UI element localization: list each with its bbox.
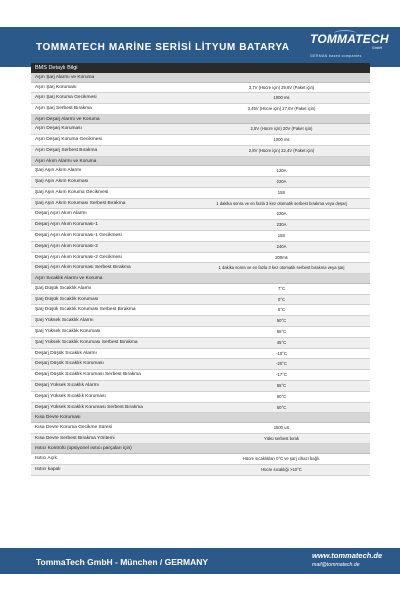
table-row: [31, 403, 370, 414]
table-row: [31, 295, 370, 306]
row-value: 240A: [276, 243, 287, 249]
row-label: Isıtıcı Açık: [35, 455, 57, 461]
table-row: [31, 392, 370, 403]
row-label: Deşarj Aşırı Akım Koruması-1 Gecikmesi: [35, 233, 122, 239]
table-row: [31, 370, 370, 381]
row-label: Şarj Aşırı Akım Koruma Gecikmesi: [35, 189, 109, 195]
row-label: Aşırı Şarj Serbest Bırakma: [35, 106, 92, 112]
footer-company: TommaTech GmbH - München / GERMANY: [36, 557, 209, 567]
section-header: Aşırı Akım Alarmı ve Koruma: [31, 157, 370, 167]
table-row: [31, 231, 370, 242]
row-value: Hücre sıcaklıkları 0°C ve şarj cihazı bağlı.: [242, 455, 321, 461]
table-row: [31, 423, 370, 434]
row-value: 7°C: [277, 285, 286, 291]
table-row: [31, 135, 370, 146]
table-row: [31, 454, 370, 465]
row-label: Şarj Düşük Sıcaklık Koruması Serbest Bırakma: [35, 307, 136, 313]
table-row: [31, 177, 370, 188]
bms-spec-table: [31, 63, 370, 476]
logo-name: TOMMATECH: [310, 32, 389, 46]
row-value: 1000 ms: [273, 95, 290, 101]
table-row: [31, 284, 370, 295]
table-title: BMS Detaylı Bilgi: [31, 63, 370, 73]
footer-website-link[interactable]: www.tommatech.de: [312, 551, 383, 560]
row-label: Deşarj Düşük Sıcaklık Alarmı: [35, 350, 97, 356]
row-value: 120A: [276, 168, 287, 174]
row-value: 2,5V (Hücre için) 20V (Paket için): [250, 126, 313, 132]
row-label: Deşarj Aşırı Akım Koruması Serbest Bırakma: [35, 265, 131, 271]
row-value: 45°C: [276, 339, 287, 345]
section-header: Aşırı Sıcaklık Alarmı ve Koruma: [31, 274, 370, 284]
table-row: [31, 93, 370, 104]
row-label: Şarj Aşırı Akım Koruması Serbest Bırakma: [35, 200, 126, 206]
row-label: Aşırı Deşarj Koruması: [35, 126, 82, 132]
row-label: Deşarj Aşırı Akım Alarmı: [35, 211, 87, 217]
logo-tagline: GERMAN based companies: [310, 54, 362, 58]
row-value: 220A: [276, 179, 287, 185]
row-label: Deşarj Düşük Sıcaklık Koruması: [35, 361, 104, 367]
row-value: 1000 ms: [273, 137, 290, 143]
row-label: Deşarj Yüksek Sıcaklık Koruması Serbest Bırakma: [35, 404, 143, 410]
row-value: 3,45V (Hücre için) 27,6V (Paket için): [247, 106, 316, 112]
row-value: 50°C: [276, 318, 287, 324]
row-value: 60°C: [276, 393, 287, 399]
row-label: Şarj Aşırı Akım Koruması: [35, 179, 89, 185]
row-label: Şarj Düşük Sıcaklık Alarmı: [35, 285, 92, 291]
table-row: [31, 349, 370, 360]
row-label: Şarj Düşük Sıcaklık Koruması: [35, 296, 99, 302]
row-label: Deşarj Aşırı Akım Koruması-1: [35, 222, 98, 228]
row-label: Şarj Yüksek Sıcaklık Alarmı: [35, 318, 94, 324]
row-value: -20°C: [276, 361, 287, 367]
row-label: Şarj Aşırı Akım Alarmı: [35, 168, 82, 174]
row-label: Aşırı Şarj Koruma Gecikmesi: [35, 95, 97, 101]
row-label: Aşırı Deşarj Koruma Gecikmesi: [35, 137, 102, 143]
row-value: -17°C: [276, 372, 287, 378]
table-row: [31, 253, 370, 264]
row-value: 55°C: [276, 328, 287, 334]
row-label: Deşarj Yüksek Sıcaklık Alarmı: [35, 382, 99, 388]
table-row: [31, 199, 370, 210]
table-row: [31, 263, 370, 274]
row-value: Hücre sıcaklığı >10°C: [261, 466, 302, 472]
row-value: 1 dakika sonra ve en fazla 3 kez otomatik serbest bırakma veya şarj: [218, 265, 345, 271]
page-title: TOMMATECH MARİNE SERİSİ LİTYUM BATARYA: [36, 42, 290, 53]
table-row: [31, 220, 370, 231]
table-row: [31, 359, 370, 370]
section-header: Aşırı Şarj Alarmı ve Koruma: [31, 73, 370, 83]
row-label: Isıtıcı kapalı: [35, 466, 61, 472]
table-row: [31, 316, 370, 327]
row-value: 200ms: [275, 254, 288, 260]
table-row: [31, 465, 370, 476]
row-label: Deşarj Düşük Sıcaklık Koruması Serbest Bırakma: [35, 372, 141, 378]
section-header: Isıtıcı Kontrolü (opsiyonel ısıtıcı parçaları için): [31, 444, 370, 454]
table-row: [31, 166, 370, 177]
row-value: -10°C: [276, 350, 287, 356]
section-header: Kısa Devre Koruması: [31, 413, 370, 423]
table-row: [31, 124, 370, 135]
section-header: Aşırı Deşarj Alarmı ve Koruma: [31, 115, 370, 125]
table-row: [31, 188, 370, 199]
row-label: Deşarj Yüksek Sıcaklık Koruması: [35, 393, 106, 399]
row-label: Aşırı Deşarj Serbest Bırakma: [35, 147, 98, 153]
row-value: 15S: [277, 233, 286, 239]
row-label: Kısa Devre Koruma Gecikme Süresi: [35, 424, 113, 430]
company-logo: [310, 30, 389, 66]
row-label: Aşırı Şarj Koruması: [35, 84, 77, 90]
row-value: 220A: [276, 211, 287, 217]
row-value: 0°C: [277, 296, 286, 302]
footer-email-link[interactable]: mail@tommatech.de: [312, 562, 360, 568]
table-row: [31, 209, 370, 220]
table-row: [31, 104, 370, 115]
row-value: 230A: [276, 222, 287, 228]
table-row: [31, 83, 370, 94]
row-label: Şarj Yüksek Sıcaklık Koruması: [35, 328, 101, 334]
table-row: [31, 146, 370, 157]
row-value: 1 dakika sonra ve en fazla 3 kez otomatik serbest bırakma veya deşarj: [216, 200, 347, 206]
row-value: 5°C: [277, 307, 286, 313]
row-value: 50°C: [276, 404, 287, 410]
row-label: Şarj Yüksek Sıcaklık Koruması Serbest Bırakma: [35, 339, 138, 345]
table-row: [31, 338, 370, 349]
row-value: Yükü serbest bırak: [264, 435, 299, 441]
row-value: 1500 uS: [273, 424, 290, 430]
table-row: [31, 327, 370, 338]
table-row: [31, 305, 370, 316]
row-value: 15S: [277, 189, 286, 195]
row-label: Deşarj Aşırı Akım Koruması-2: [35, 243, 98, 249]
row-label: Kısa Devre Serbest Bırakma Yöntemi: [35, 435, 115, 441]
table-row: [31, 242, 370, 253]
row-value: 55°C: [276, 382, 287, 388]
row-value: 2,8V (Hücre için) 22,4V (Paket için): [248, 147, 315, 153]
row-value: 3,7V (Hücre için) 29,6V (Paket için): [248, 84, 315, 90]
row-label: Deşarj Aşırı Akım Koruması-2 Gecikmesi: [35, 254, 122, 260]
table-row: [31, 434, 370, 445]
table-row: [31, 381, 370, 392]
logo-suffix: GmbH: [372, 46, 383, 50]
